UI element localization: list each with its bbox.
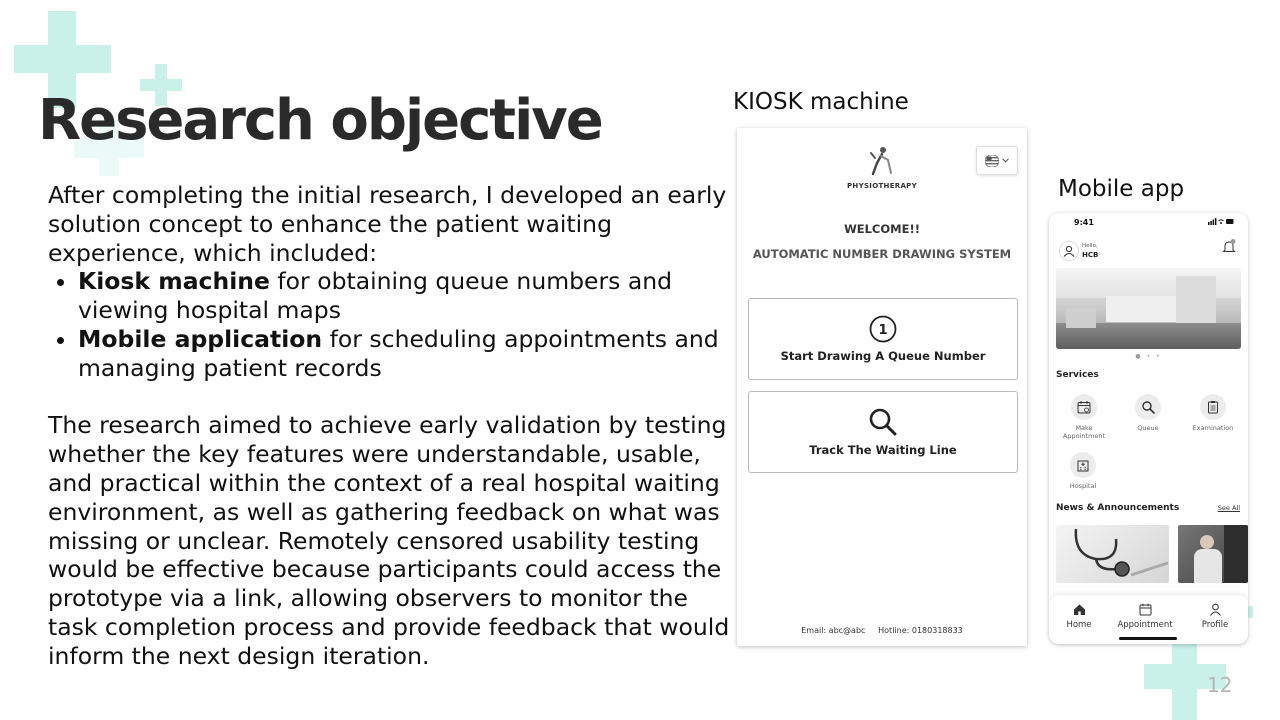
mobile-mockup bbox=[1049, 213, 1248, 644]
tab-home[interactable] bbox=[1049, 603, 1109, 630]
kiosk-welcome: WELCOME!! bbox=[844, 222, 920, 236]
service-queue[interactable] bbox=[1118, 394, 1178, 432]
hospital-icon bbox=[1076, 458, 1090, 472]
start-queue-button[interactable] bbox=[748, 298, 1018, 380]
service-label: Make Appointment bbox=[1062, 424, 1106, 440]
calendar-icon bbox=[1077, 400, 1091, 414]
status-icons bbox=[1208, 218, 1234, 227]
hospital-banner-image bbox=[1056, 268, 1241, 349]
kiosk-mockup bbox=[737, 128, 1027, 646]
bullet-bold: Kiosk machine bbox=[78, 267, 270, 296]
bullet-text: for obtaining queue numbers and viewing hospital maps bbox=[78, 267, 673, 325]
search-icon bbox=[868, 407, 898, 437]
bullet-bold: Mobile application bbox=[78, 324, 323, 353]
clipboard-icon bbox=[1206, 400, 1220, 414]
carousel-dots: ● • • bbox=[1135, 353, 1162, 360]
number-one-text: 1 bbox=[878, 323, 888, 338]
service-label: Queue bbox=[1137, 424, 1159, 432]
track-waiting-line-label: Track The Waiting Line bbox=[809, 443, 957, 457]
intro-text: After completing the initial research, I developed an early solution concept to enhance the patient waiting experience, which included: bbox=[48, 181, 727, 267]
list-item bbox=[78, 267, 738, 325]
bullet-text: for scheduling appointments and managing patient records bbox=[78, 324, 719, 382]
services-title: Services bbox=[1056, 370, 1099, 380]
tab-appointment[interactable] bbox=[1115, 603, 1175, 630]
search-icon bbox=[1141, 400, 1155, 414]
notification-bell-icon[interactable] bbox=[1222, 239, 1236, 255]
home-icon bbox=[1073, 603, 1086, 616]
body-text bbox=[48, 181, 738, 671]
us-flag-icon bbox=[985, 155, 999, 167]
research-paragraph: The research aimed to achieve early validation by testing whether the key features were understandable, usable, and practical within the context of a real hospital waiting environment, as well as gathering feedback on what was missing or unclear. Remotely censored usability testing would be effective because participants could access the prototype via a link, allowing observers to monitor the task completion process and provide feedback that would inform the next design iteration. bbox=[48, 411, 730, 670]
news-image-stethoscope[interactable] bbox=[1056, 525, 1169, 583]
page-title: Research objective bbox=[38, 88, 602, 153]
service-label: Examination bbox=[1192, 424, 1234, 432]
user-name: HCB bbox=[1082, 251, 1099, 259]
language-selector[interactable] bbox=[976, 146, 1018, 175]
kiosk-system-name: AUTOMATIC NUMBER DRAWING SYSTEM bbox=[752, 247, 1012, 261]
chevron-down-icon bbox=[1002, 158, 1009, 163]
news-image-patient[interactable] bbox=[1178, 525, 1248, 583]
service-label: Hospital bbox=[1069, 482, 1097, 490]
news-title: News & Announcements bbox=[1056, 503, 1180, 513]
list-item bbox=[78, 325, 738, 383]
service-examination[interactable] bbox=[1183, 394, 1243, 432]
home-indicator bbox=[1119, 637, 1177, 640]
track-waiting-line-button[interactable] bbox=[748, 391, 1018, 473]
bullet-list bbox=[48, 267, 738, 382]
kiosk-brand: PHYSIOTHERAPY bbox=[847, 182, 917, 190]
mobile-caption: Mobile app bbox=[1058, 176, 1185, 202]
service-hospital[interactable] bbox=[1053, 452, 1113, 490]
calendar-icon bbox=[1139, 603, 1152, 616]
user-icon bbox=[1063, 245, 1075, 257]
service-make-appointment[interactable] bbox=[1054, 394, 1114, 440]
status-time: 9:41 bbox=[1074, 218, 1094, 227]
tab-profile[interactable] bbox=[1185, 603, 1245, 630]
kiosk-caption: KIOSK machine bbox=[733, 89, 909, 115]
start-queue-label: Start Drawing A Queue Number bbox=[780, 349, 986, 363]
number-one-circle-icon bbox=[869, 315, 897, 343]
kiosk-footer: Email: abc@abc Hotline: 0180318833 bbox=[801, 626, 963, 635]
physiotherapy-logo-icon bbox=[867, 146, 895, 176]
tab-label: Profile bbox=[1201, 620, 1229, 630]
page-number: 12 bbox=[1207, 673, 1233, 697]
see-all-link[interactable]: See All bbox=[1217, 504, 1240, 512]
tab-label: Appointment bbox=[1117, 620, 1173, 630]
avatar[interactable] bbox=[1059, 241, 1079, 261]
stethoscope-icon bbox=[1056, 525, 1169, 583]
greeting: Hello, bbox=[1082, 243, 1098, 249]
signal-wifi-battery-icon bbox=[1208, 218, 1234, 225]
profile-icon bbox=[1209, 603, 1222, 616]
tab-label: Home bbox=[1066, 620, 1092, 630]
